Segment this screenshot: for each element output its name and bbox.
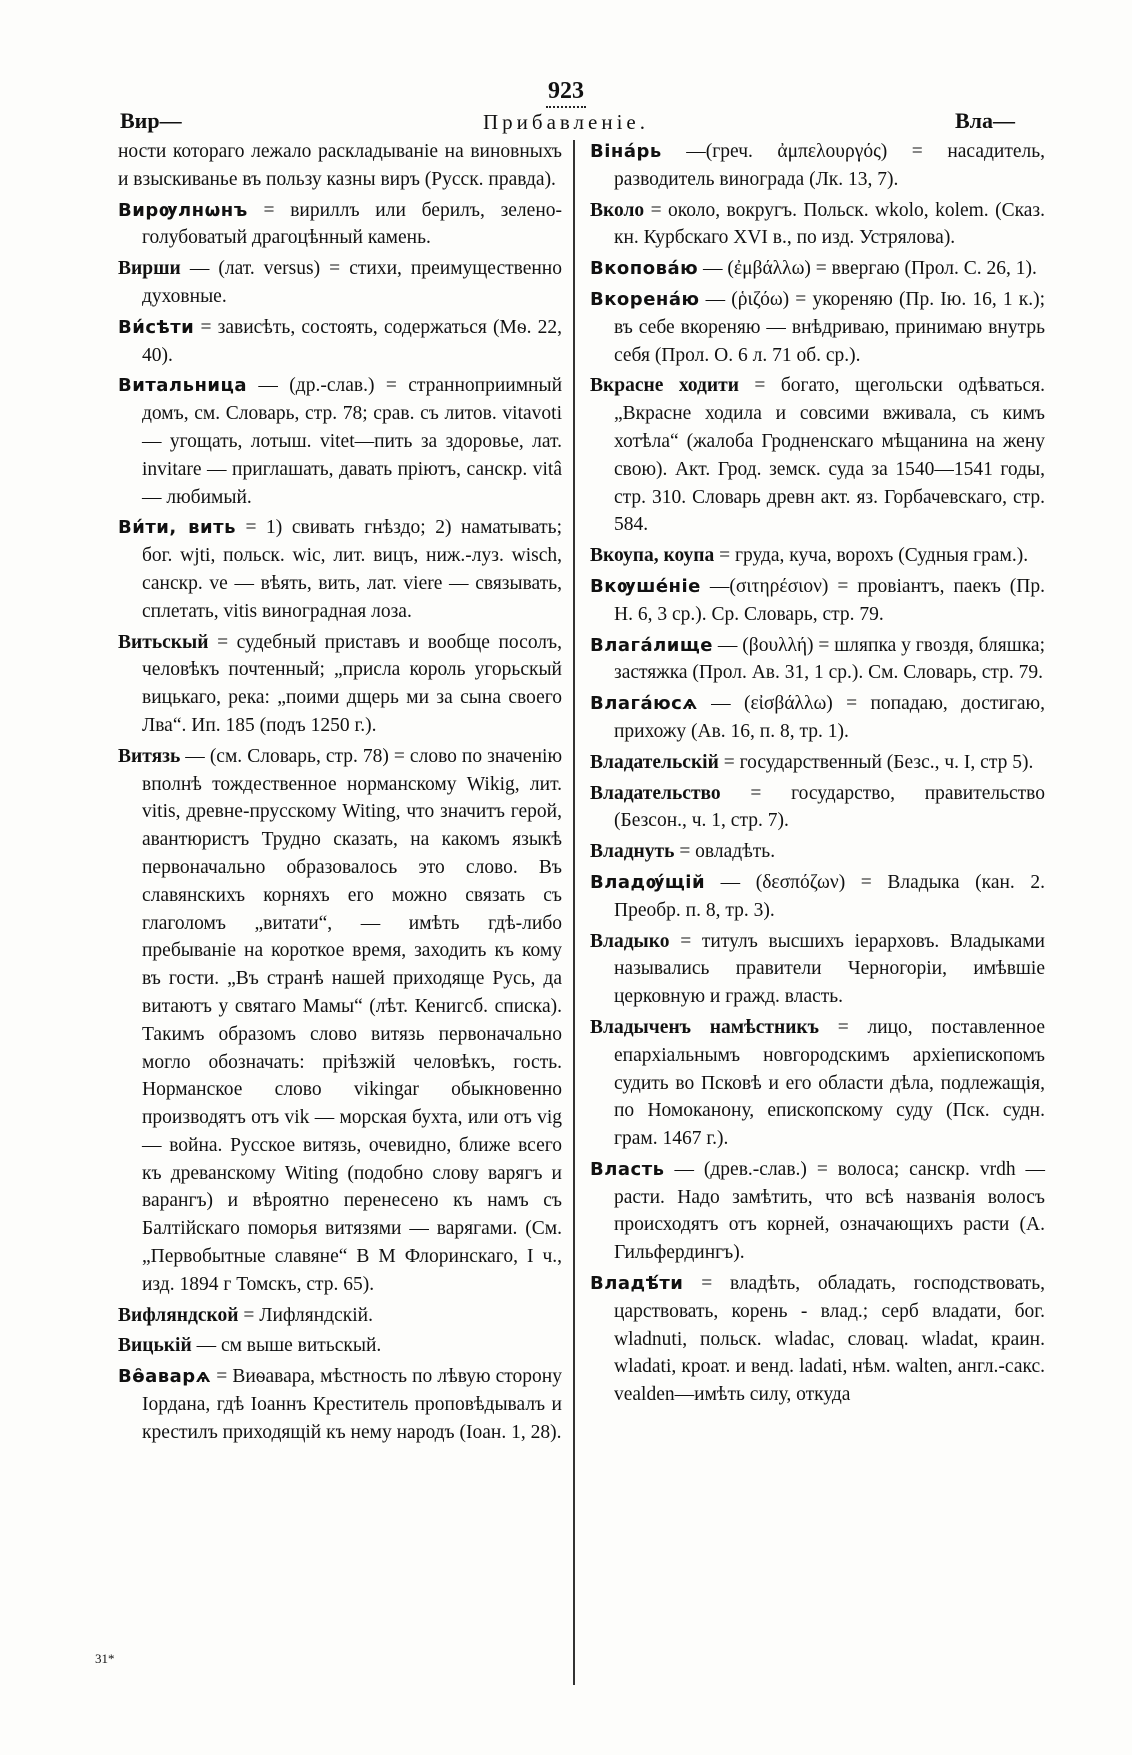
dictionary-entry [590,780,1045,836]
dictionary-entry [590,138,1045,194]
entry-headword: Власть [590,1158,665,1180]
entry-headword: Вифляндской [118,1304,239,1326]
right-column [590,138,1045,1412]
dictionary-entry [590,197,1045,253]
page-number-text: 923 [546,78,586,108]
entry-headword: Владѹ́щій [590,871,706,893]
dictionary-entry [590,838,1045,866]
entry-definition: = богато, щегольски одѣваться. „Вкрасне ходила и совсими вживала, съ кимъ хотѣла“ (жалоба Гродненскаго мѣщанина на жену свою). Акт. Грод. земск. суда за 1540—1541 годы, стр. 310. Словарь древн акт. яз. Горбачевскаго, стр. 584. [614,375,1045,536]
entry-headword: Влага́лище [590,634,714,656]
dictionary-entry [118,138,562,194]
entry-definition: — (ῥιζόω) = укореняю (Пр. Ію. 16, 1 к.); въ себе вкореняю — внѣдриваю, принимаю внутрь себя (Прол. О. 6 л. 71 об. ср.). [614,288,1045,366]
entry-headword: Вколо [590,199,645,221]
entry-headword: Владыко [590,930,670,952]
page-number [0,78,1132,108]
dictionary-entry [590,542,1045,570]
entry-definition: — (δεσπόζων) = Владыка (кан. 2. Преобр. п. 8, тр. 3). [614,871,1045,921]
entry-headword: Витальница [118,375,248,397]
dictionary-entry [118,743,562,1299]
entry-headword: Вирѹлнѡнъ [118,199,248,221]
dictionary-entry [590,690,1045,746]
entry-definition: = овладѣть. [679,841,776,863]
dictionary-entry [590,869,1045,925]
entry-headword: Вицькій [118,1335,192,1357]
running-head-title: Прибавленіе. [483,110,649,134]
dictionary-entry [118,314,562,370]
entry-headword: Влага́юсѧ [590,693,698,715]
entry-headword: Ви́ти, вить [118,517,236,539]
dictionary-entry [118,1302,562,1330]
dictionary-entry [590,1156,1045,1267]
entry-definition: = владѣть, обладать, господствовать, царствовать, корень - влад.; серб владати, бог. wladnuti, польск. wladac, словац. wladat, краин. wladati, кроат. и венд. ladati, нѣм. walten, англ.-сакс. vealden—имѣть силу, откуда [614,1273,1046,1406]
entry-headword: Витьскый [118,631,209,653]
dictionary-entry [118,629,562,740]
entry-definition: — (лат. versus) = стихи, преимущественно духовные. [142,258,562,307]
dictionary-entry [118,1332,562,1360]
entry-definition: = судебный приставъ и вообще посолъ, человѣкъ почтенный; „присла король угорьскый вицькаго, река: „поими дщерь ми за сына своего Лва“. Ип. 185 (подъ 1250 г.). [142,631,563,736]
entry-definition: — (εἰσβάλλω) = попадаю, достигаю, прихожу (Ав. 16, п. 8, тр. 1). [614,693,1045,742]
column-divider [573,140,575,1685]
dictionary-entry [590,286,1045,369]
entry-definition: — (см. Словарь, стр. 78) = слово по значенію вполнѣ тождественное норманскому Wikig, лит. vitis, древне-прусскому Witing, что значитъ герой, авантюристъ Трудно сказать, на какомъ языкѣ первоначально образовалось это слово. Въ славянскихъ корняхъ его можно связать съ глаголомъ „витати“, — имѣть гдѣ-либо пребываніе на короткое время, заходить къ кому въ гости. „Въ странѣ нашей приходяще Русь, да витаютъ у святаго Мамы“ (лѣт. Кенигсб. списка). Такимъ образомъ слово витязь первоначально могло обозначать: пріѣзжій человѣкъ, гость. Норманское слово vikingar обыкновенно производятъ отъ vik — морская бухта, или отъ vig — война. Русское витязь, очевидно, ближе всего къ древанскому Witing (подобно слову варягъ и варангъ) и вѣроятно перенесено къ намъ съ Балтійскаго поморья витязями — варягами. (См. „Первобытные славяне“ В М Флоринскаго, I ч., изд. 1894 г Томскъ, стр. 65). [142,745,563,1295]
dictionary-entry [590,749,1045,777]
dictionary-entry [118,514,562,625]
entry-headword: Вкопова́ю [590,258,699,280]
entry-definition: ности котораго лежало раскладываніе на виновныхъ и взыскиванье въ пользу казны виръ (Русск. правда). [118,141,562,190]
dictionary-entry [590,632,1045,688]
footer-signature: 31* [95,1651,115,1666]
entry-headword: Вкоупа, коупа [590,545,715,567]
entry-definition: = зависѣть, состоять, содержаться (Мѳ. 22, 40). [142,316,562,366]
entry-definition: = государственный (Безс., ч. I, стр 5). [723,751,1034,773]
entry-headword: Вкорена́ю [590,288,700,310]
dictionary-entry [590,372,1045,539]
entry-definition: —(σιτηρέσιον) = провіантъ, паекъ (Пр. Н. 6, 3 ср.). Ср. Словарь, стр. 79. [614,575,1046,625]
entry-definition: — (древ.-слав.) = волоса; санскр. vrdh — расти. Надо замѣтить, что всѣ названія волосъ происходятъ отъ корней, означающихъ расти (А. Гильфердингъ). [614,1158,1045,1264]
entry-headword: Владыченъ намѣстникъ [590,1016,820,1038]
entry-definition: — см выше витьскый. [196,1335,382,1357]
entry-headword: Владѣ́ти [590,1273,684,1295]
entry-headword: Владательскій [590,751,719,773]
entry-definition: = груда, куча, ворохъ (Судныя грам.). [719,545,1029,567]
entry-definition: = Лифляндскій. [243,1304,373,1326]
left-column [118,138,562,1450]
entry-headword: Вкрасне ходити [590,375,739,397]
entry-headword: Владательство [590,782,721,804]
entry-definition: = титулъ высшихъ іерарховъ. Владыками назывались правители Черногоріи, имѣвшіе церковную и гражд. власть. [614,930,1045,1008]
entry-headword: Вѳ̑аварѧ [118,1366,212,1388]
dictionary-entry [118,255,562,311]
running-head-left: Вир— [120,108,182,133]
dictionary-entry [590,1270,1045,1409]
entry-definition: = около, вокругъ. Польск. wkolo, kolem. (Сказ. кн. Курбскаго XVI в., по изд. Устрялова). [614,199,1046,249]
entry-headword: Ви́сѣти [118,316,195,338]
dictionary-entry [118,197,562,253]
entry-definition: = Виѳавара, мѣстность по лѣвую сторону Іордана, гдѣ Іоаннъ Креститель проповѣдывалъ и крестилъ приходящій къ нему народъ (Іоан. 1, 28). [142,1366,562,1443]
dictionary-entry [118,372,562,511]
running-head-right: Вла— [955,108,1016,133]
entry-definition: = государство, правительство (Безсон., ч. 1, стр. 7). [614,782,1045,832]
entry-definition: = вириллъ или берилъ, зелено-голубоватый драгоцѣнный камень. [142,199,562,249]
entry-headword: Витязь [118,745,181,767]
entry-definition: = 1) свивать гнѣздо; 2) наматывать; бог. wjti, польск. wic, лит. вицъ, ниж.-луз. wisch, санскр. ve — вѣять, вить, лат. viere — связывать, сплетать, vitis виноградная лоза. [142,517,562,622]
entry-definition: — (др.-слав.) = странноприимный домъ, см. Словарь, стр. 78; срав. съ литов. vitavoti — угощать, лотыш. vitet—пить за здоровье, лат. invitare — приглашать, давать пріютъ, санскр. vitâ — любимый. [142,375,563,508]
entry-definition: — (βουλλή) = шляпка у гвоздя, бляшка; застяжка (Прол. Ав. 31, 1 ср.). См. Словарь, стр. 79. [614,634,1046,684]
entry-definition: —(греч. ἀμπελουργός) = насадитель, разводитель винограда (Лк. 13, 7). [614,141,1046,190]
dictionary-entry [118,1363,562,1446]
entry-headword: Владнуть [590,841,675,863]
entry-headword: Віна́рь [590,141,662,162]
entry-definition: — (ἐμβάλλω) = ввергаю (Прол. С. 26, 1). [703,258,1037,280]
dictionary-entry [590,573,1045,629]
entry-headword: Вкѹше́ніе [590,575,701,597]
entry-headword: Вирши [118,258,181,280]
dictionary-entry [590,1014,1045,1153]
entry-definition: = лицо, поставленное епархіальнымъ новгородскимъ архіепископомъ судить во Псковѣ и его области дѣла, подлежащія, по Номоканону, епископскому суду (Пск. судн. грам. 1467 г.). [614,1016,1045,1150]
dictionary-entry [590,928,1045,1011]
dictionary-entry [590,255,1045,283]
